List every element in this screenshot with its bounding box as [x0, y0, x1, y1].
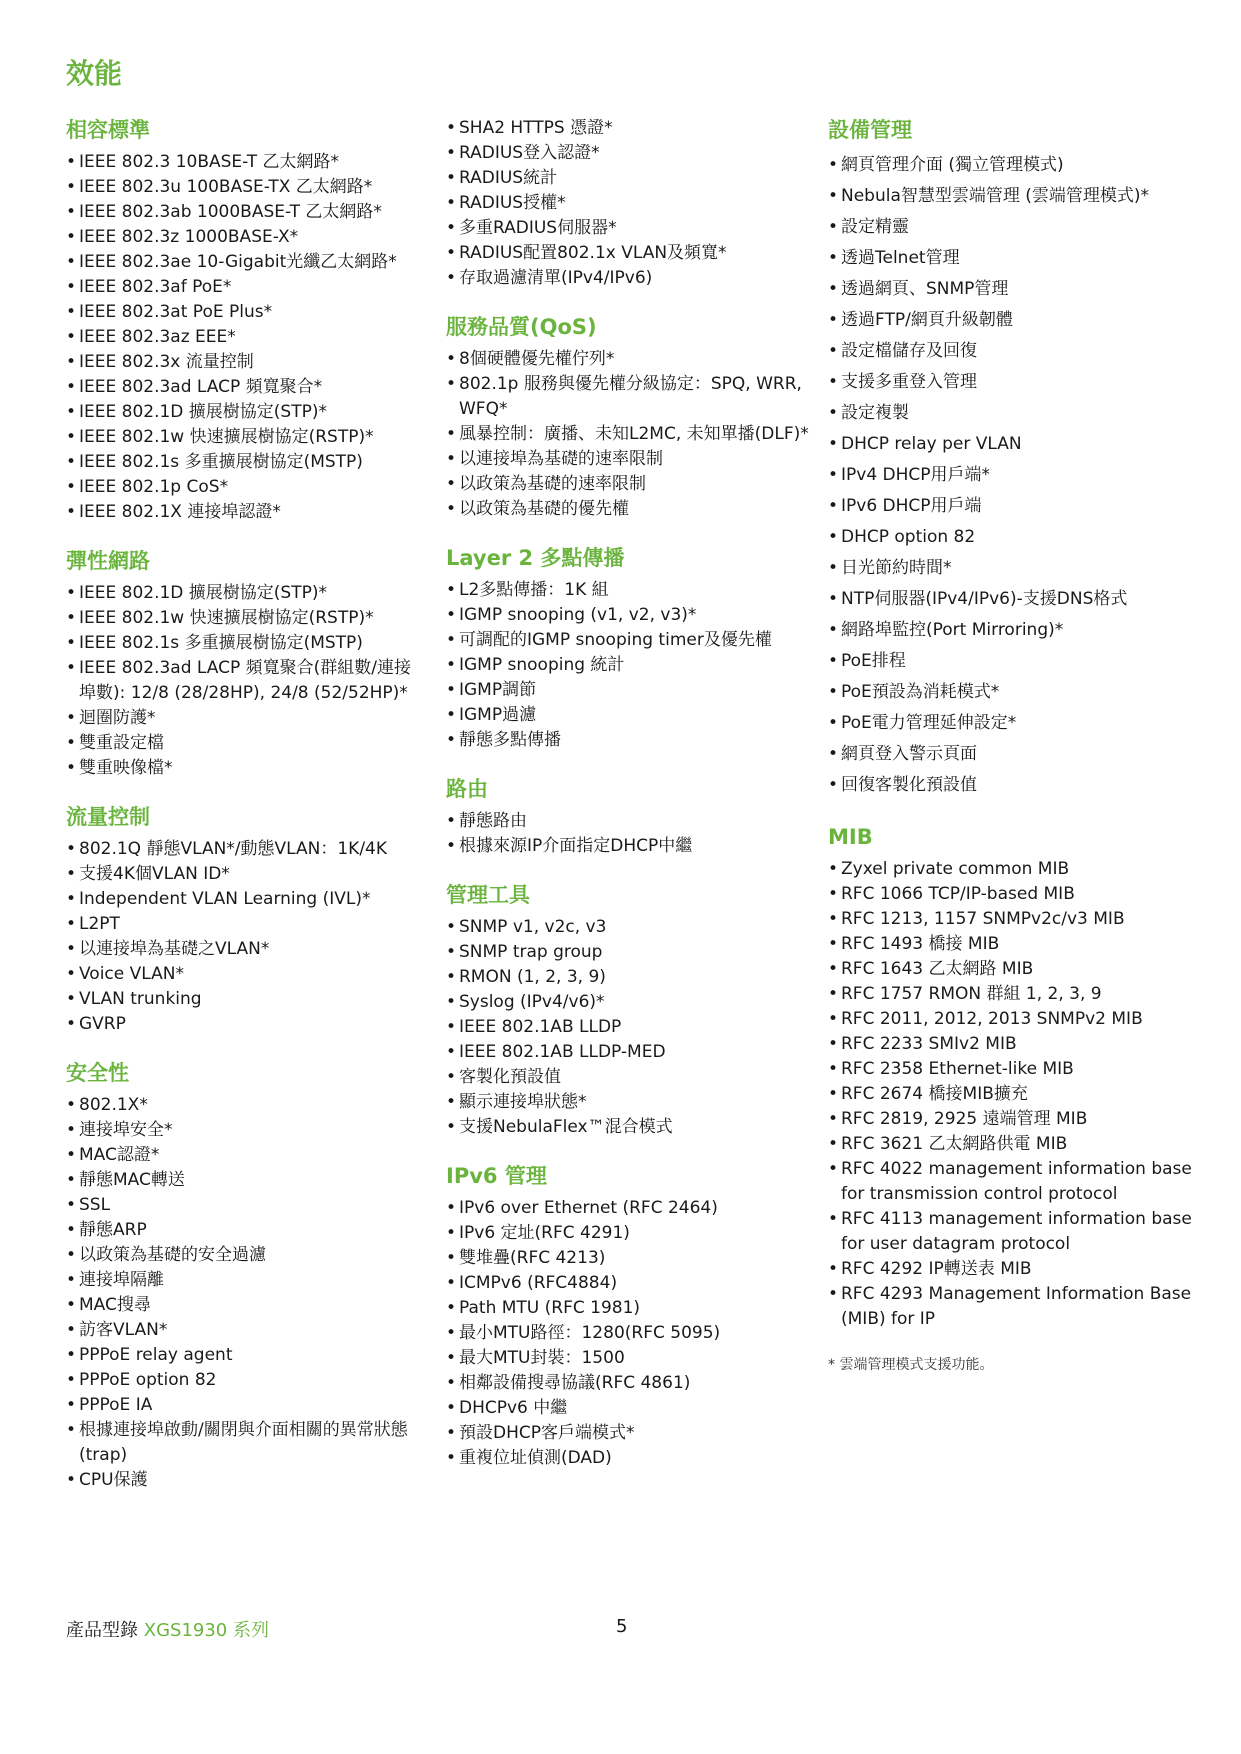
- list-item: • RFC 1066 TCP/IP-based MIB: [828, 882, 1198, 907]
- column-3: [828, 116, 1198, 1374]
- list-item: • 802.1p 服務與優先權分級協定：SPQ, WRR, WFQ*: [446, 372, 816, 422]
- list-item: • NTP伺服器(IPv4/IPv6)-支援DNS格式: [828, 584, 1198, 615]
- list-item: • RFC 2011, 2012, 2013 SNMPv2 MIB: [828, 1007, 1198, 1032]
- list-item: • IPv6 定址(RFC 4291): [446, 1221, 816, 1246]
- list-item: • RFC 1493 橋接 MIB: [828, 932, 1198, 957]
- list-item: • 客製化預設值: [446, 1065, 816, 1090]
- list-item: • MAC認證*: [66, 1143, 426, 1168]
- list-item: • Zyxel private common MIB: [828, 857, 1198, 882]
- feature-list: [446, 347, 816, 522]
- list-item: • 網頁登入警示頁面: [828, 739, 1198, 770]
- list-item: • 以連接埠為基礎之VLAN*: [66, 937, 426, 962]
- column-1: [66, 116, 426, 1515]
- section: [828, 116, 1198, 801]
- list-item: • SSL: [66, 1193, 426, 1218]
- list-item: • 透過FTP/網頁升級韌體: [828, 305, 1198, 336]
- list-item: • 連接埠安全*: [66, 1118, 426, 1143]
- list-item: • 8個硬體優先權佇列*: [446, 347, 816, 372]
- feature-list: [446, 116, 816, 291]
- list-item: • SHA2 HTTPS 憑證*: [446, 116, 816, 141]
- list-item: • IEEE 802.1AB LLDP: [446, 1015, 816, 1040]
- section: [66, 1059, 426, 1493]
- list-item: • L2PT: [66, 912, 426, 937]
- list-item: • IEEE 802.1w 快速擴展樹協定(RSTP)*: [66, 425, 426, 450]
- list-item: • L2多點傳播：1K 組: [446, 578, 816, 603]
- feature-list: [66, 837, 426, 1037]
- list-item: • IPv6 over Ethernet (RFC 2464): [446, 1196, 816, 1221]
- list-item: • 可調配的IGMP snooping timer及優先權: [446, 628, 816, 653]
- list-item: • 存取過濾清單(IPv4/IPv6): [446, 266, 816, 291]
- feature-list: [66, 150, 426, 525]
- list-item: • Path MTU (RFC 1981): [446, 1296, 816, 1321]
- list-item: • RFC 4292 IP轉送表 MIB: [828, 1257, 1198, 1282]
- list-item: • 重複位址偵測(DAD): [446, 1446, 816, 1471]
- list-item: • GVRP: [66, 1012, 426, 1037]
- list-item: • 靜態多點傳播: [446, 728, 816, 753]
- section-title: Layer 2 多點傳播: [446, 546, 625, 570]
- list-item: • PoE排程: [828, 646, 1198, 677]
- list-item: • IEEE 802.1s 多重擴展樹協定(MSTP): [66, 450, 426, 475]
- column-2: [446, 116, 816, 1493]
- list-item: • 透過Telnet管理: [828, 243, 1198, 274]
- list-item: • MAC搜尋: [66, 1293, 426, 1318]
- list-item: • SNMP trap group: [446, 940, 816, 965]
- list-item: • 雙堆疊(RFC 4213): [446, 1246, 816, 1271]
- list-item: • 訪客VLAN*: [66, 1318, 426, 1343]
- list-item: • IEEE 802.3at PoE Plus*: [66, 300, 426, 325]
- list-item: • 網路埠監控(Port Mirroring)*: [828, 615, 1198, 646]
- list-item: • IEEE 802.3z 1000BASE-X*: [66, 225, 426, 250]
- section: [446, 544, 816, 753]
- list-item: • CPU保護: [66, 1468, 426, 1493]
- list-item: • RFC 4293 Management Information Base (MIB) for IP: [828, 1282, 1198, 1332]
- section: [828, 823, 1198, 1332]
- page-number: 5: [616, 1616, 628, 1637]
- list-item: • RADIUS配置802.1x VLAN及頻寬*: [446, 241, 816, 266]
- feature-list: [446, 578, 816, 753]
- list-item: • 日光節約時間*: [828, 553, 1198, 584]
- list-item: • RFC 1213, 1157 SNMPv2c/v3 MIB: [828, 907, 1198, 932]
- list-item: • PoE預設為消耗模式*: [828, 677, 1198, 708]
- list-item: • ICMPv6 (RFC4884): [446, 1271, 816, 1296]
- list-item: • DHCP relay per VLAN: [828, 429, 1198, 460]
- section-title: IPv6 管理: [446, 1164, 547, 1188]
- section-title: 管理工具: [446, 883, 530, 907]
- list-item: • 根據連接埠啟動/關閉與介面相關的異常狀態(trap): [66, 1418, 426, 1468]
- section-title: 相容標準: [66, 118, 150, 142]
- section: [446, 881, 816, 1140]
- feature-list: [66, 1093, 426, 1493]
- list-item: • DHCP option 82: [828, 522, 1198, 553]
- list-item: • 設定精靈: [828, 212, 1198, 243]
- list-item: • RFC 4022 management information base for transmission control protocol: [828, 1157, 1198, 1207]
- list-item: • 802.1X*: [66, 1093, 426, 1118]
- list-item: • RFC 2819, 2925 遠端管理 MIB: [828, 1107, 1198, 1132]
- footnote: * 雲端管理模式支援功能。: [828, 1357, 994, 1373]
- footer-catalog: 產品型錄: [66, 1620, 144, 1641]
- list-item: • 以政策為基礎的優先權: [446, 497, 816, 522]
- list-item: • 支援NebulaFlex™混合模式: [446, 1115, 816, 1140]
- section-title: MIB: [828, 825, 873, 849]
- list-item: • 靜態ARP: [66, 1218, 426, 1243]
- list-item: • 支援多重登入管理: [828, 367, 1198, 398]
- list-item: • 以政策為基礎的速率限制: [446, 472, 816, 497]
- list-item: • 802.1Q 靜態VLAN*/動態VLAN：1K/4K: [66, 837, 426, 862]
- list-item: • IEEE 802.3af PoE*: [66, 275, 426, 300]
- list-item: • IEEE 802.3u 100BASE-TX 乙太網路*: [66, 175, 426, 200]
- list-item: • RFC 1643 乙太網路 MIB: [828, 957, 1198, 982]
- list-item: • 雙重映像檔*: [66, 756, 426, 781]
- section: [66, 803, 426, 1037]
- list-item: • 風暴控制：廣播、未知L2MC, 未知單播(DLF)*: [446, 422, 816, 447]
- list-item: • RADIUS統計: [446, 166, 816, 191]
- list-item: • IEEE 802.1p CoS*: [66, 475, 426, 500]
- list-item: • IEEE 802.3ad LACP 頻寬聚合(群組數/連接埠數): 12/8 (28/28HP), 24/8 (52/52HP)*: [66, 656, 426, 706]
- feature-list: [446, 1196, 816, 1471]
- feature-list: [828, 150, 1198, 801]
- list-item: • PPPoE IA: [66, 1393, 426, 1418]
- list-item: • 雙重設定檔: [66, 731, 426, 756]
- list-item: • PoE電力管理延伸設定*: [828, 708, 1198, 739]
- list-item: • IPv6 DHCP用戶端: [828, 491, 1198, 522]
- list-item: • IEEE 802.3ad LACP 頻寬聚合*: [66, 375, 426, 400]
- section-title: 路由: [446, 777, 488, 801]
- section: [446, 313, 816, 522]
- list-item: • Nebula智慧型雲端管理 (雲端管理模式)*: [828, 181, 1198, 212]
- list-item: • IEEE 802.3x 流量控制: [66, 350, 426, 375]
- list-item: • 透過網頁、SNMP管理: [828, 274, 1198, 305]
- section-title: 服務品質(QoS): [446, 315, 597, 339]
- list-item: • Syslog (IPv4/v6)*: [446, 990, 816, 1015]
- list-item: • RFC 2674 橋接MIB擴充: [828, 1082, 1198, 1107]
- section: [446, 1162, 816, 1471]
- list-item: • 連接埠隔離: [66, 1268, 426, 1293]
- list-item: • 多重RADIUS伺服器*: [446, 216, 816, 241]
- list-item: • IGMP snooping (v1, v2, v3)*: [446, 603, 816, 628]
- footer-series: XGS1930 系列: [143, 1620, 269, 1641]
- section: [66, 116, 426, 525]
- list-item: • IEEE 802.1D 擴展樹協定(STP)*: [66, 400, 426, 425]
- feature-list: [66, 581, 426, 781]
- list-item: • 靜態MAC轉送: [66, 1168, 426, 1193]
- list-item: • RFC 4113 management information base for user datagram protocol: [828, 1207, 1198, 1257]
- list-item: • 根據來源IP介面指定DHCP中繼: [446, 834, 816, 859]
- list-item: • RFC 2233 SMIv2 MIB: [828, 1032, 1198, 1057]
- list-item: • PPPoE relay agent: [66, 1343, 426, 1368]
- list-item: • RFC 1757 RMON 群組 1, 2, 3, 9: [828, 982, 1198, 1007]
- list-item: • 回復客製化預設值: [828, 770, 1198, 801]
- list-item: • IEEE 802.3ae 10-Gigabit光纖乙太網路*: [66, 250, 426, 275]
- list-item: • IEEE 802.1AB LLDP-MED: [446, 1040, 816, 1065]
- list-item: • IEEE 802.1D 擴展樹協定(STP)*: [66, 581, 426, 606]
- list-item: • 設定檔儲存及回復: [828, 336, 1198, 367]
- list-item: • RMON (1, 2, 3, 9): [446, 965, 816, 990]
- list-item: • 最小MTU路徑：1280(RFC 5095): [446, 1321, 816, 1346]
- list-item: • SNMP v1, v2c, v3: [446, 915, 816, 940]
- section-title: 流量控制: [66, 805, 150, 829]
- section: [446, 116, 816, 291]
- list-item: • IEEE 802.1X 連接埠認證*: [66, 500, 426, 525]
- list-item: • IPv4 DHCP用戶端*: [828, 460, 1198, 491]
- section: [66, 547, 426, 781]
- list-item: • 相鄰設備搜尋協議(RFC 4861): [446, 1371, 816, 1396]
- feature-list: [828, 857, 1198, 1332]
- list-item: • Voice VLAN*: [66, 962, 426, 987]
- section: [446, 775, 816, 859]
- page-title: 效能: [66, 57, 123, 90]
- section-title: 安全性: [66, 1061, 129, 1085]
- list-item: • IEEE 802.3az EEE*: [66, 325, 426, 350]
- list-item: • 最大MTU封裝：1500: [446, 1346, 816, 1371]
- section-title: 設備管理: [828, 118, 912, 142]
- list-item: • 迴圈防護*: [66, 706, 426, 731]
- list-item: • 網頁管理介面 (獨立管理模式): [828, 150, 1198, 181]
- list-item: • RADIUS登入認證*: [446, 141, 816, 166]
- list-item: • RFC 3621 乙太網路供電 MIB: [828, 1132, 1198, 1157]
- list-item: • RADIUS授權*: [446, 191, 816, 216]
- feature-list: [446, 915, 816, 1140]
- list-item: • IGMP過濾: [446, 703, 816, 728]
- list-item: • IEEE 802.3ab 1000BASE-T 乙太網路*: [66, 200, 426, 225]
- list-item: • IEEE 802.1w 快速擴展樹協定(RSTP)*: [66, 606, 426, 631]
- list-item: • IGMP調節: [446, 678, 816, 703]
- list-item: • 顯示連接埠狀態*: [446, 1090, 816, 1115]
- section-title: 彈性網路: [66, 549, 150, 573]
- footer: [66, 1616, 269, 1642]
- list-item: • IEEE 802.3 10BASE-T 乙太網路*: [66, 150, 426, 175]
- list-item: • IGMP snooping 統計: [446, 653, 816, 678]
- list-item: • Independent VLAN Learning (IVL)*: [66, 887, 426, 912]
- list-item: • IEEE 802.1s 多重擴展樹協定(MSTP): [66, 631, 426, 656]
- list-item: • VLAN trunking: [66, 987, 426, 1012]
- list-item: • 預設DHCP客戶端模式*: [446, 1421, 816, 1446]
- list-item: • DHCPv6 中繼: [446, 1396, 816, 1421]
- list-item: • 以政策為基礎的安全過濾: [66, 1243, 426, 1268]
- list-item: • 以連接埠為基礎的速率限制: [446, 447, 816, 472]
- list-item: • 支援4K個VLAN ID*: [66, 862, 426, 887]
- list-item: • 靜態路由: [446, 809, 816, 834]
- list-item: • RFC 2358 Ethernet-like MIB: [828, 1057, 1198, 1082]
- list-item: • 設定複製: [828, 398, 1198, 429]
- list-item: • PPPoE option 82: [66, 1368, 426, 1393]
- feature-list: [446, 809, 816, 859]
